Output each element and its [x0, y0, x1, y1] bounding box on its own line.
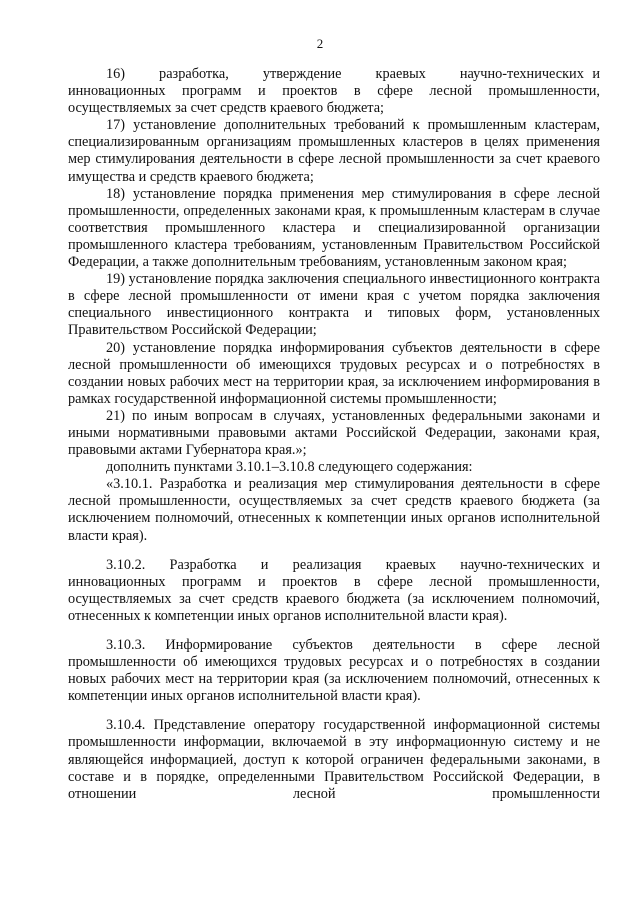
paragraph-item-19: 19) установление порядка заключения специального инвестиционного контракта в сфере лесной промышленности от имени края с учетом порядка заключения специального инвестиционного контракта и типовых форм, установленных Правительством Российской Федерации;	[68, 271, 600, 339]
paragraph-item-18: 18) установление порядка применения мер стимулирования в сфере лесной промышленности, определенных законами края, к промышленным кластерам в случае соответствия промышленного кластера и специализированной организации промышленного кластера требованиям, установленным Правительством Российской Федерации, а также дополнительным требованиям, установленным законом края;	[68, 185, 600, 271]
paragraph-3-10-1: «3.10.1. Разработка и реализация мер стимулирования деятельности в сфере лесной промышленности, осуществляемых за счет средств краевого бюджета (за исключением полномочий, отнесенных к компетенции иных органов исполнительной власти края).	[68, 476, 600, 544]
paragraph-3-10-2: 3.10.2. Разработка и реализация краевых научно-технических и инновационных программ и проектов в сфере лесной промышленности, осуществляемых за счет средств краевого бюджета (за исключением полномочий, отнесенных к компетенции иных органов исполнительной власти края).	[68, 556, 600, 624]
document-body	[68, 66, 600, 803]
paragraph-3-10-4: 3.10.4. Представление оператору государственной информационной системы промышленности информации, включаемой в эту информационную систему и не являющейся информацией, доступ к которой ограничен федеральными законами, в составе и в порядке, определенными Правительством Российской Федерации, в отношении лесной промышленности	[68, 717, 600, 802]
paragraph-item-20: 20) установление порядка информирования субъектов деятельности в сфере лесной промышленности об имеющихся трудовых ресурсах и о потребностях в создании новых рабочих мест на территории края, за исключением информирования в рамках государственной информационной системы промышленности;	[68, 339, 600, 407]
paragraph-item-16: 16) разработка, утверждение краевых научно-технических и инновационных программ и проектов в сфере лесной промышленности, осуществляемых за счет средств краевого бюджета;	[68, 66, 600, 117]
paragraph-amendment-intro: дополнить пунктами 3.10.1–3.10.8 следующего содержания:	[106, 459, 473, 476]
paragraph-3-10-3: 3.10.3. Информирование субъектов деятельности в сфере лесной промышленности об имеющихся трудовых ресурсах и о потребностях в создании новых рабочих мест на территории края (за исключением полномочий, отнесенных к компетенции иных органов исполнительной власти края).	[68, 637, 600, 705]
paragraph-item-21: 21) по иным вопросам в случаях, установленных федеральными законами и иными нормативными правовыми актами Российской Федерации, законами края, правовыми актами Губернатора края.»;	[68, 407, 600, 459]
page-number: 2	[316, 36, 324, 51]
paragraph-item-17: 17) установление дополнительных требований к промышленным кластерам, специализированным организациям промышленных кластеров в целях применения мер стимулирования деятельности в сфере лесной промышленности за счет краевого имущества и средств краевого бюджета;	[68, 117, 600, 185]
